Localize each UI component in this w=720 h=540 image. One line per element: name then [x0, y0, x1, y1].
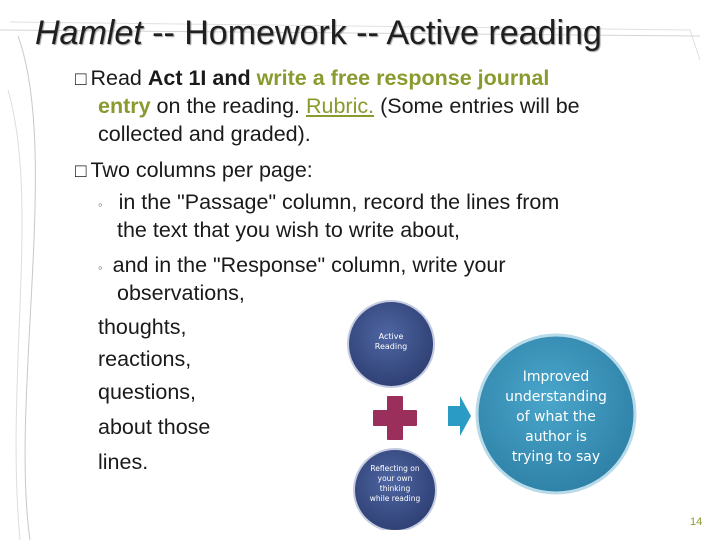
circle-bullet-icon: ◦	[98, 197, 103, 212]
label-line: your own	[377, 474, 413, 483]
label-line: while reading	[369, 494, 421, 503]
checkbox-bullet-icon: □	[75, 161, 87, 182]
sub-bullet-passage-line-1	[98, 188, 559, 219]
label-line: of what the	[516, 409, 596, 425]
circle-bullet-icon: ◦	[98, 260, 103, 275]
improved-label	[486, 367, 626, 467]
sub-bullet-response-line-1	[98, 251, 506, 282]
two-columns-text: Two columns per page:	[90, 158, 313, 182]
label-line: understanding	[505, 389, 607, 405]
read-word: Read	[90, 66, 148, 90]
arrow-right-icon	[448, 396, 471, 436]
act-text: Act 1I and	[147, 66, 251, 90]
tail-word: reactions,	[98, 347, 192, 371]
active-reading-diagram	[340, 290, 680, 530]
plus-icon	[373, 396, 417, 440]
write-text: write a free response journal	[250, 66, 550, 90]
checkbox-bullet-icon: □	[75, 69, 87, 90]
title-play-name: Hamlet	[35, 14, 143, 52]
label-line: Active	[378, 332, 404, 341]
reflecting-label	[358, 464, 432, 504]
tail-word: about those	[98, 415, 211, 439]
tail-word: thoughts,	[98, 315, 187, 339]
some-entries-text: (Some entries will be	[374, 94, 580, 118]
label-line: Reading	[374, 342, 408, 351]
sub-bullet-passage-line-2: the text that you wish to write about,	[117, 218, 460, 242]
rubric-link[interactable]: Rubric.	[305, 94, 375, 118]
tail-word: lines.	[98, 450, 149, 474]
tail-word: questions,	[98, 380, 197, 404]
passage-text: in the "Passage" column, record the lines from	[112, 190, 560, 214]
active-reading-label	[356, 332, 426, 352]
entry-word: entry	[98, 94, 151, 118]
label-line: thinking	[379, 484, 411, 493]
label-line: trying to say	[511, 449, 601, 465]
label-line: Improved	[522, 369, 590, 385]
bullet-read-line-1	[75, 64, 549, 94]
on-reading-text: on the reading.	[150, 94, 306, 118]
title-rest: -- Homework -- Active reading	[142, 14, 602, 52]
label-line: Reflecting on	[370, 464, 420, 473]
response-text: and in the "Response" column, write your	[112, 253, 506, 277]
label-line: author is	[525, 429, 587, 445]
sub-bullet-response-line-2: observations,	[117, 281, 245, 305]
page-number: 14	[690, 516, 703, 528]
bullet-two-columns	[75, 156, 313, 186]
bullet-read-line-3: collected and graded).	[98, 122, 311, 146]
bullet-read-line-2	[98, 92, 580, 120]
